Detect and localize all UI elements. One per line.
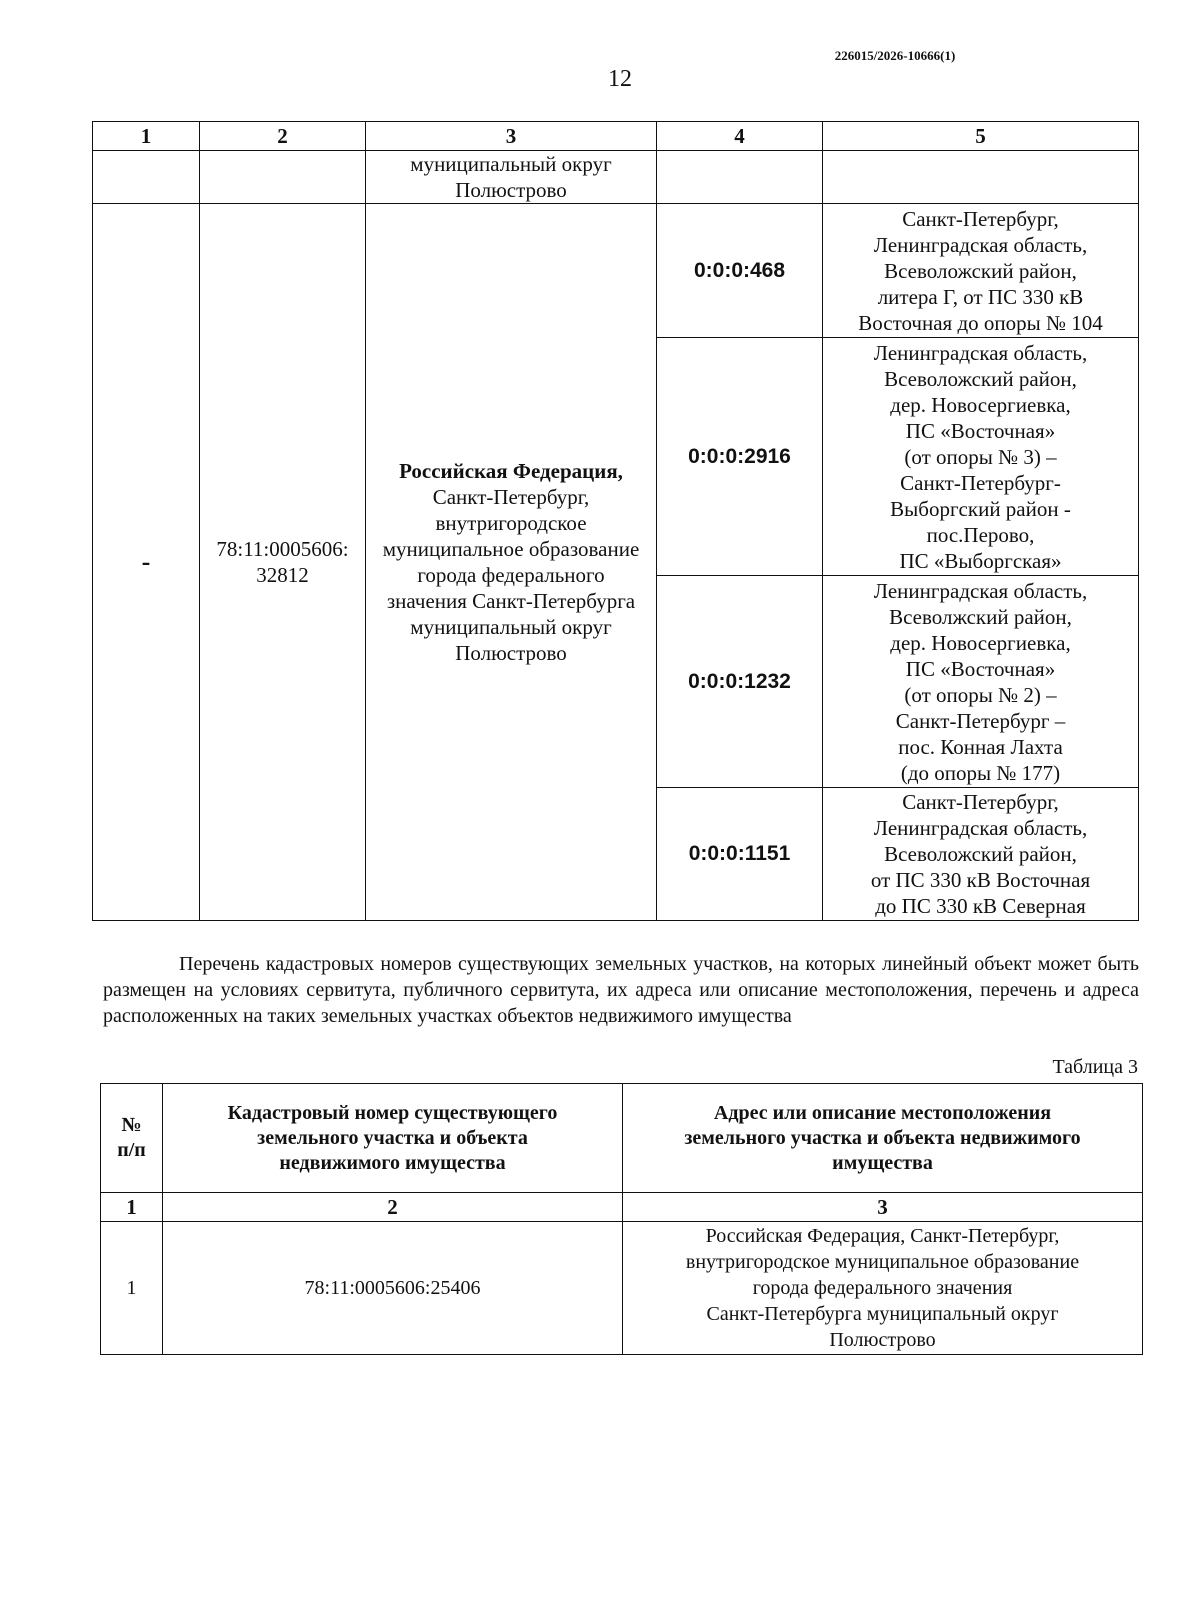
text-line: имущества	[832, 1151, 933, 1174]
column-number: 5	[823, 122, 1139, 151]
continued-table	[92, 121, 1139, 921]
text-line: Всеволожский район,	[884, 366, 1077, 391]
text-line: Восточная до опоры № 104	[858, 310, 1103, 335]
table-row	[101, 1222, 1143, 1355]
text-line: п/п	[117, 1139, 146, 1161]
empty-cell	[823, 151, 1139, 204]
text-line: города федерального	[417, 563, 605, 587]
sub-address-cell	[823, 788, 1139, 921]
page-number: 12	[608, 66, 632, 92]
row-number-cell: 1	[101, 1222, 163, 1355]
location-cell	[366, 151, 657, 204]
text-line: Всеволжский район,	[889, 604, 1072, 629]
text-line: Полюстрово	[829, 1329, 936, 1351]
text-line: внутригородское муниципальное образование	[685, 1251, 1080, 1273]
empty-cell	[200, 151, 366, 204]
header-cell	[623, 1084, 1143, 1193]
address-cell	[623, 1222, 1143, 1355]
text-line: пос.Перово,	[926, 522, 1035, 547]
text-line: 32812	[256, 563, 309, 587]
header-cell	[163, 1084, 623, 1193]
column-number-row	[93, 122, 1139, 151]
text-line: Санкт-Петербург,	[432, 485, 590, 509]
text-line: города федерального значения	[752, 1277, 1013, 1299]
text-line: от ПС 330 кВ Восточная	[870, 868, 1091, 892]
sub-address-cell	[823, 576, 1139, 788]
text-line: Санкт-Петербурга муниципальный округ	[706, 1303, 1059, 1325]
location-cell	[366, 204, 657, 921]
text-line: Санкт-Петербург,	[902, 790, 1059, 814]
text-line: муниципальный округ	[410, 615, 612, 639]
sub-cadastral-cell: 0:0:0:1151	[657, 788, 823, 921]
document-code: 226015/2026-10666(1)	[834, 48, 956, 63]
column-number: 1	[101, 1193, 163, 1222]
sub-cadastral-cell: 0:0:0:2916	[657, 338, 823, 576]
text-line: земельного участка и объекта недвижимого	[684, 1126, 1081, 1149]
table-row	[93, 151, 1139, 204]
text-line: дер. Новосергиевка,	[890, 392, 1071, 417]
table-row	[93, 204, 1139, 338]
text-line: недвижимого имущества	[279, 1151, 506, 1174]
column-number: 3	[366, 122, 657, 151]
text-line: Российская Федерация,	[399, 459, 623, 483]
text-line: Санкт-Петербург –	[895, 708, 1066, 733]
text-line: Полюстрово	[455, 178, 567, 202]
text-line: пос. Конная Лахта	[898, 734, 1063, 759]
header-row	[101, 1084, 1143, 1193]
body-paragraph: Перечень кадастровых номеров существующих земельных участков, на которых линейный объект может быть размещен на условиях сервитута, публичного сервитута, их адреса или описание местоположения, перечень и адреса расположенных на таких земельных участках объектов недвижимого имущества	[103, 953, 1139, 1027]
text-line: Всеволожский район,	[884, 258, 1077, 283]
column-number: 3	[623, 1193, 1143, 1222]
text-line: Ленинградская область,	[873, 816, 1088, 840]
text-line: (от опоры № 2) –	[904, 682, 1057, 707]
column-number-row	[101, 1193, 1143, 1222]
text-line: №	[121, 1114, 142, 1136]
text-line: ПС «Восточная»	[905, 418, 1056, 443]
text-line: муниципальное образование	[382, 537, 640, 561]
text-line: Выборгский район -	[890, 496, 1071, 521]
text-line: земельного участка и объекта	[257, 1126, 528, 1149]
text-line: Санкт-Петербург,	[902, 206, 1059, 231]
text-line: значения Санкт-Петербурга	[386, 589, 636, 613]
row-number-cell: -	[93, 204, 200, 921]
cadastral-number-cell: 78:11:0005606:25406	[163, 1222, 623, 1355]
text-line: муниципальный округ	[410, 152, 612, 176]
text-line: Ленинградская область,	[873, 578, 1088, 603]
cadastral-number-cell	[200, 204, 366, 921]
header-cell	[101, 1084, 163, 1193]
text-line: дер. Новосергиевка,	[890, 630, 1071, 655]
column-number: 2	[163, 1193, 623, 1222]
text-line: Полюстрово	[455, 641, 567, 665]
text-line: (до опоры № 177)	[900, 760, 1061, 785]
column-number: 2	[200, 122, 366, 151]
text-line: Ленинградская область,	[873, 232, 1088, 257]
text-line: литера Г, от ПС 330 кВ	[877, 284, 1084, 309]
text-line: внутригородское	[435, 511, 587, 535]
text-line: (от опоры № 3) –	[904, 444, 1057, 469]
text-line: Кадастровый номер существующего	[227, 1101, 558, 1124]
column-number: 1	[93, 122, 200, 151]
table-caption: Таблица 3	[1052, 1056, 1138, 1078]
empty-cell	[657, 151, 823, 204]
empty-cell	[93, 151, 200, 204]
text-line: Санкт-Петербург-	[900, 470, 1061, 495]
sub-cadastral-cell: 0:0:0:1232	[657, 576, 823, 788]
column-number: 4	[657, 122, 823, 151]
text-line: до ПС 330 кВ Северная	[875, 894, 1086, 918]
sub-cadastral-cell: 0:0:0:468	[657, 204, 823, 338]
sub-address-cell	[823, 204, 1139, 338]
cadastral-table	[100, 1083, 1143, 1355]
text-line: Российская Федерация, Санкт-Петербург,	[705, 1225, 1060, 1247]
text-line: 78:11:0005606:	[216, 537, 349, 561]
text-line: ПС «Выборгская»	[899, 548, 1062, 573]
text-line: ПС «Восточная»	[905, 656, 1056, 681]
text-line: Адрес или описание местоположения	[713, 1101, 1052, 1124]
text-line: Всеволожский район,	[884, 842, 1077, 866]
sub-address-cell	[823, 338, 1139, 576]
text-line: Ленинградская область,	[873, 340, 1088, 365]
